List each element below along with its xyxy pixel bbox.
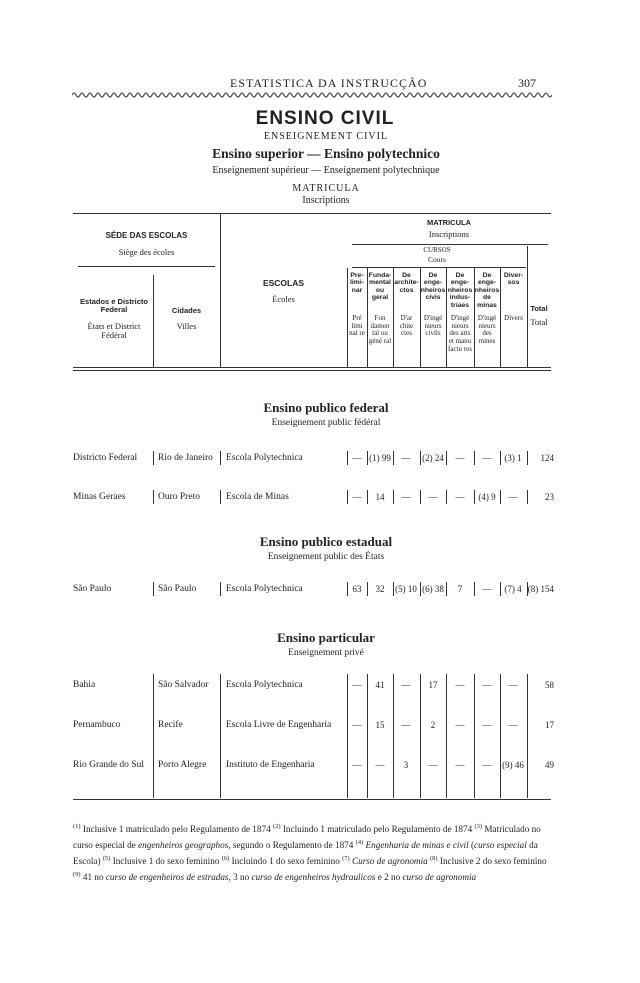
wavy-rule: [72, 90, 552, 100]
row-value: —: [352, 760, 362, 770]
cell-divider: [220, 490, 221, 504]
row-value: —: [401, 453, 411, 463]
cell-divider: [153, 451, 154, 465]
row-value: 63: [352, 584, 362, 594]
row-total: 23: [545, 492, 554, 502]
header-cursos: CURSOS: [423, 246, 451, 254]
group-title-estadual: Ensino publico estadual: [259, 534, 393, 549]
row-city: São Paulo: [158, 584, 197, 594]
section-title: Ensino superior — Ensino polytechnico: [212, 146, 440, 161]
page-number: 307: [518, 76, 536, 90]
row-value: (2) 24: [422, 453, 444, 463]
row-value: —: [482, 760, 492, 770]
row-state: Bahia: [73, 680, 96, 690]
header-matricula-fr: Inscriptions: [428, 229, 470, 239]
row-school: Escola Polytechnica: [226, 584, 303, 594]
cell-divider: [220, 451, 221, 465]
row-value: —: [428, 492, 438, 502]
row-value: —: [455, 453, 465, 463]
section-subtitle: Enseignement supérieur — Enseignement polytechnique: [212, 165, 440, 176]
row-total: 58: [545, 680, 554, 690]
cell-divider: [153, 490, 154, 504]
row-city: Ouro Preto: [158, 492, 200, 502]
row-total: 17: [545, 720, 554, 730]
group-subtitle-estadual: Enseignement public des États: [267, 552, 385, 562]
row-state: Rio Grande do Sul: [73, 760, 144, 770]
row-value: 7: [457, 584, 463, 594]
page-title: ENSINO CIVIL: [255, 108, 395, 129]
row-value: —: [401, 680, 411, 690]
header-cidades: Cidades: [171, 306, 202, 315]
header-sede: SÉDE DAS ESCOLAS: [105, 231, 188, 240]
header-cursos-fr: Cours: [428, 255, 446, 264]
row-value: —: [482, 680, 492, 690]
row-school: Escola Polytechnica: [226, 680, 303, 690]
row-total: (8) 154: [527, 584, 554, 594]
table-caption: MATRICULA: [292, 183, 360, 194]
course-header-4: De enge-nheiros indus-triaes: [447, 272, 473, 309]
course-header-fr-6: Divers: [504, 314, 523, 322]
course-header-6: Diver-sos: [503, 272, 524, 287]
course-header-2: De archite-ctos: [394, 272, 419, 294]
row-value: —: [455, 720, 465, 730]
row-value: 14: [375, 492, 385, 502]
footnotes: $^{(1)}$ Inclusive 1 matriculado pelo Regulamento de 1874 $^{(2)}$ Incluindo 1 matriculado pelo Regulamento de 1874 $^{(3)}$ Matriculado no curso especial de engenheiros geographos, segundo o Regulamento de 1874 $^{(4)}$ Engenharia de minas e civil (curso especial da Escola) $^{(5)}$ Inclusive 1 do sexo feminino $^{(6)}$ Incluindo 1 do sexo feminino $^{(7)}$ Curso de agronomia $^{(8)}$ Inclusive 2 do sexo feminino $^{(9)}$ 41 no curso de engenheiros de estradas, 3 no curso de engenheiros hydraulicos e 2 no curso de agronomia: [73, 823, 547, 883]
course-header-1: Funda-mental ou geral: [368, 272, 392, 302]
header-total-fr: Total: [530, 317, 548, 327]
row-value: —: [352, 453, 362, 463]
course-header-fr-4: D'ingé nieurs des arts et manu factu res: [448, 314, 472, 353]
header-estados-fr: États et District Fédéral: [87, 321, 141, 341]
header-cidades-fr: Villes: [176, 321, 197, 331]
row-value: —: [508, 720, 518, 730]
row-school: Escola de Minas: [226, 492, 289, 502]
group-title-federal: Ensino publico federal: [263, 400, 389, 415]
header-matricula: MATRICULA: [426, 218, 472, 227]
row-school: Instituto de Engenharia: [226, 760, 315, 770]
row-value: —: [401, 492, 411, 502]
row-state: Minas Geraes: [73, 492, 126, 502]
page-subtitle: ENSEIGNEMENT CIVIL: [263, 131, 389, 142]
row-value: —: [455, 680, 465, 690]
course-header-fr-1: Fon damen tal ou géné ral: [368, 314, 392, 346]
cell-divider: [153, 582, 154, 596]
header-escolas-fr: Écoles: [272, 294, 295, 304]
row-value: —: [375, 760, 385, 770]
row-state: Districto Federal: [73, 453, 138, 463]
course-header-5: De enge-nheiros de minas: [474, 272, 500, 309]
row-school: Escola Livre de Engenharia: [226, 720, 332, 730]
row-value: (5) 10: [395, 584, 417, 594]
header-sede-fr: Siège des écoles: [118, 247, 175, 257]
row-value: 3: [403, 760, 409, 770]
row-total: 124: [540, 453, 554, 463]
row-value: —: [455, 492, 465, 502]
row-value: 15: [375, 720, 385, 730]
row-value: (6) 38: [422, 584, 444, 594]
row-value: (4) 9: [478, 492, 496, 502]
row-value: 32: [375, 584, 385, 594]
group-title-particular: Ensino particular: [277, 630, 375, 645]
header-estados: Estados e Districto Federal: [80, 297, 148, 315]
row-value: —: [352, 720, 362, 730]
table-caption-fr: Inscriptions: [302, 195, 350, 206]
row-value: (7) 4: [504, 584, 522, 594]
row-city: Porto Alegre: [158, 760, 207, 770]
row-value: (3) 1: [504, 453, 522, 463]
row-value: —: [482, 584, 492, 594]
cell-divider: [220, 582, 221, 596]
course-header-fr-3: D'ingé nieurs civils: [423, 314, 443, 338]
row-value: 17: [428, 680, 438, 690]
course-header-fr-5: D'ingé nieurs des mines: [477, 314, 497, 346]
course-header-3: De enge-nheiros civis: [420, 272, 446, 302]
row-value: —: [428, 760, 438, 770]
row-state: Pernambuco: [73, 720, 121, 730]
header-escolas: ESCOLAS: [262, 278, 305, 288]
row-value: —: [455, 760, 465, 770]
row-value: —: [352, 680, 362, 690]
row-value: —: [482, 720, 492, 730]
row-value: 2: [430, 720, 436, 730]
group-subtitle-federal: Enseignement public fédéral: [271, 418, 381, 428]
row-state: São Paulo: [73, 584, 112, 594]
row-value: —: [508, 492, 518, 502]
header-total: Total: [530, 304, 548, 313]
row-value: (1) 99: [369, 453, 391, 463]
row-value: —: [508, 680, 518, 690]
row-city: Rio de Janeiro: [158, 453, 213, 463]
row-school: Escola Polytechnica: [226, 453, 303, 463]
group-subtitle-particular: Enseignement privé: [288, 648, 364, 658]
running-title: ESTATISTICA DA INSTRUCÇÃO: [230, 76, 428, 90]
row-value: (9) 46: [502, 760, 524, 770]
row-city: Recife: [158, 720, 183, 730]
course-header-fr-2: D'ar chite ctes: [399, 314, 414, 338]
row-value: —: [352, 492, 362, 502]
course-header-fr-0: Pré limi nai re: [349, 314, 365, 338]
row-total: 49: [545, 760, 554, 770]
row-value: —: [401, 720, 411, 730]
row-city: São Salvador: [158, 680, 209, 690]
row-value: —: [482, 453, 492, 463]
course-header-0: Pre-limi-nar: [350, 272, 364, 294]
row-value: 41: [375, 680, 385, 690]
